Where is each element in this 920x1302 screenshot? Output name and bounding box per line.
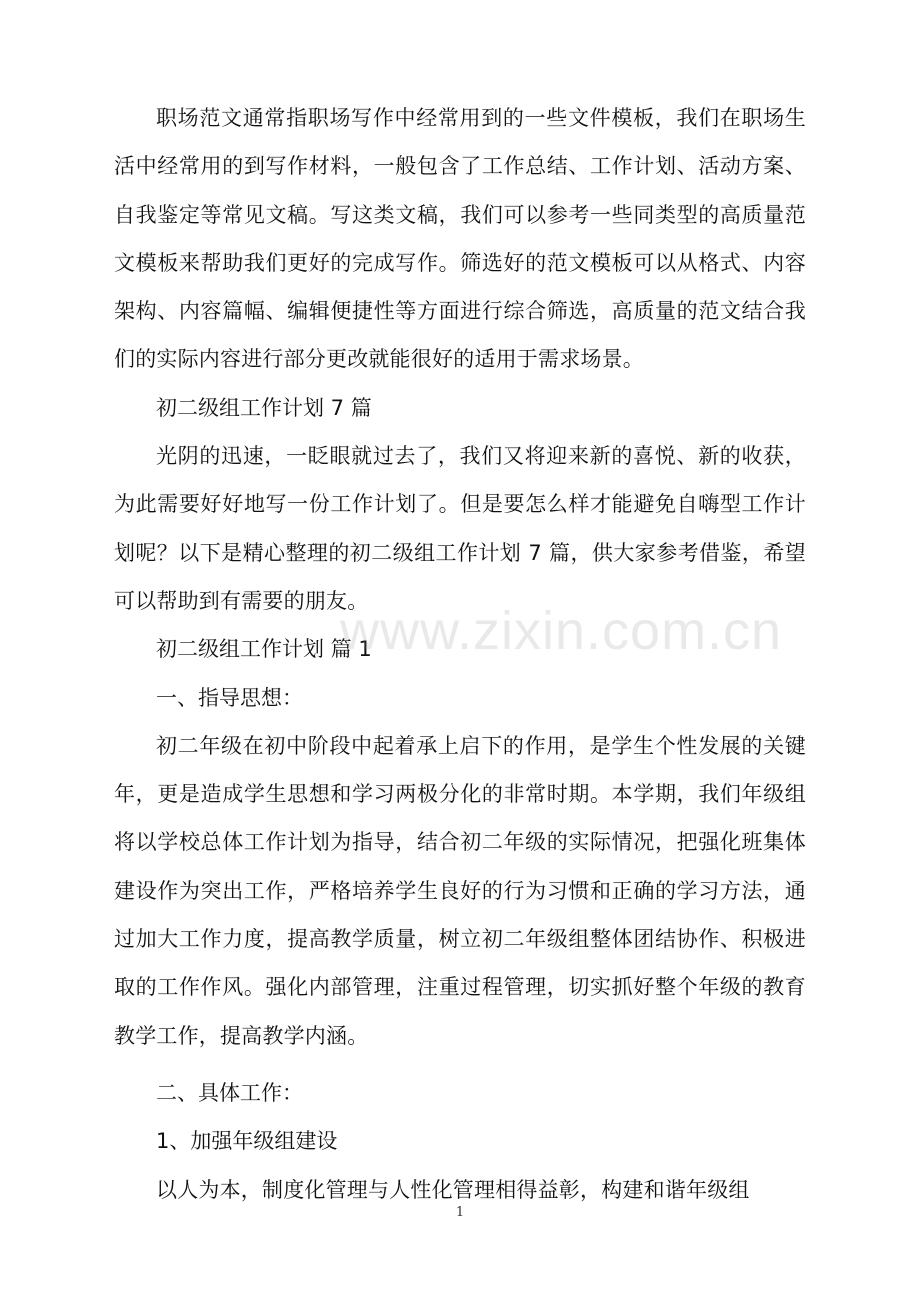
page-number: 1 [455, 1205, 465, 1220]
item1-heading: 1、加强年级组建设 [156, 1129, 338, 1154]
document-body [114, 94, 806, 1214]
section1-heading: 一、指导思想： [156, 685, 303, 710]
preface-paragraph: 光阴的迅速，一眨眼就过去了，我们又将迎来新的喜悦、新的收获，为此需要好好地写一份工作计划了。但是要怎么样才能避免自嗨型工作计划呢？以下是精心整理的初二级组工作计划 7 篇，供大家参考借鉴，希望可以帮助到有需要的朋友。 [114, 444, 806, 613]
article-title: 初二级组工作计划 篇 1 [156, 637, 372, 662]
intro-paragraph: 职场范文通常指职场写作中经常用到的一些文件模板，我们在职场生活中经常用的到写作材料，一般包含了工作总结、工作计划、活动方案、自我鉴定等常见文稿。写这类文稿，我们可以参考一些同类型的高质量范文模板来帮助我们更好的完成写作。筛选好的范文模板可以从格式、内容架构、内容篇幅、编辑便捷性等方面进行综合筛选，高质量的范文结合我们的实际内容进行部分更改就能很好的适用于需求场景。 [114, 106, 806, 372]
section1-paragraph: 初二年级在初中阶段中起着承上启下的作用，是学生个性发展的关键年，更是造成学生思想和学习两极分化的非常时期。本学期，我们年级组将以学校总体工作计划为指导，结合初二年级的实际情况，把强化班集体建设作为突出工作，严格培养学生良好的行为习惯和正确的学习方法，通过加大工作力度，提高教学质量，树立初二年级组整体团结协作、积极进取的工作作风。强化内部管理，注重过程管理，切实抓好整个年级的教育教学工作，提高教学内涵。 [114, 733, 806, 1048]
section2-heading: 二、具体工作： [156, 1080, 303, 1105]
spacer [114, 1060, 806, 1069]
collection-title: 初二级组工作计划 7 篇 [156, 395, 372, 420]
item1-paragraph: 以人为本，制度化管理与人性化管理相得益彰，构建和谐年级组 [156, 1177, 750, 1202]
watermark-text: www.zixin.com.cn [340, 601, 783, 661]
